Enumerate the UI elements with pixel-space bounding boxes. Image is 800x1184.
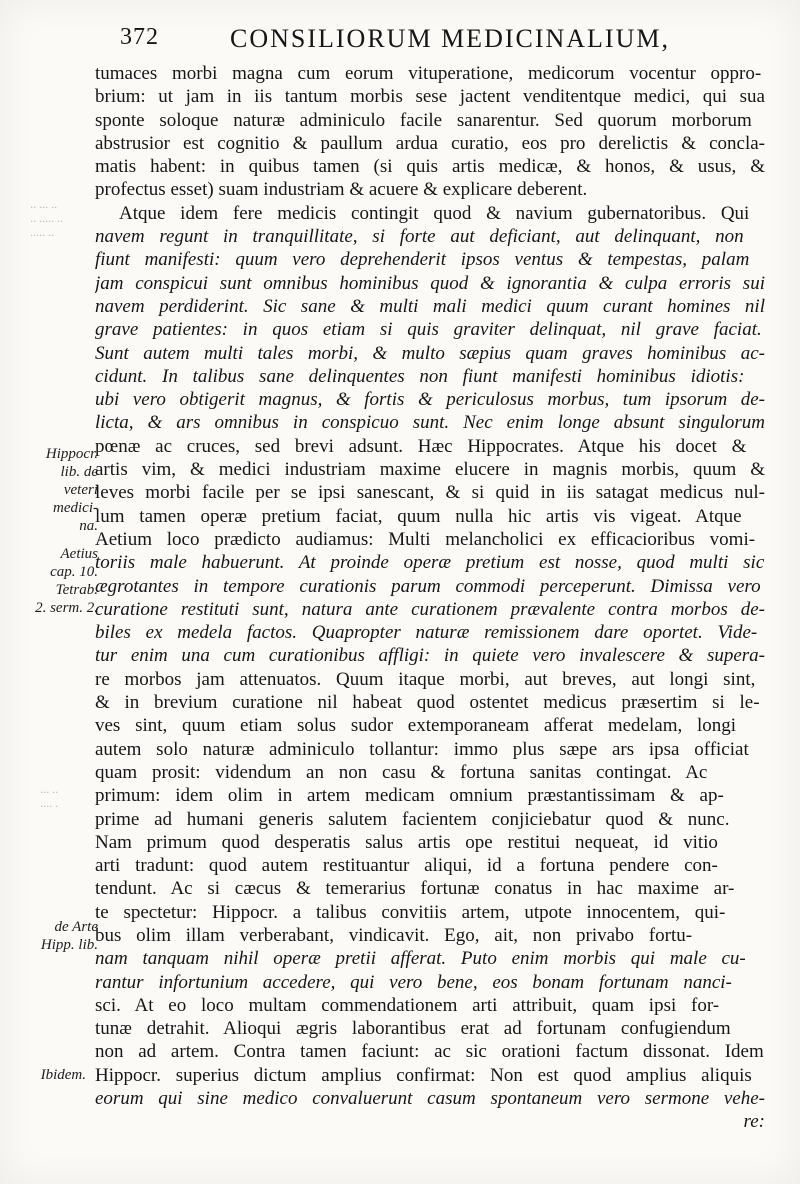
text-line: primum: idem olim in artem medicam omnium præstantissimam & ap-: [95, 785, 724, 807]
margin-note-ibidem: Ibidem.: [40, 1067, 86, 1083]
text-line: artis vim, & medici industriam maxime elucere in magnis morbis, quum &: [95, 459, 765, 481]
show-through-mark: ·· ··· ·· ·· ····· ·· ····· ··: [30, 200, 63, 242]
text-line: grave patientes: in quos etiam si quis graviter delinquat, nil grave faciat.: [95, 319, 762, 341]
text-line: toriis male habuerunt. At proinde operæ pretium est nosse, quod multi sic: [95, 552, 765, 574]
text-line: Hippocr. superius dictum amplius confirmat: Non est quod amplius aliquis: [95, 1064, 752, 1086]
text-line: tumaces morbi magna cum eorum vituperatione, medicorum vocentur oppro-: [95, 63, 762, 84]
text-line: sci. At eo loco multam commendationem arti attribuit, quam ipsi for-: [95, 994, 720, 1016]
text-line: cidunt. In talibus sane delinquentes non fiunt manifesti hominibus idiotis:: [95, 365, 745, 387]
text-line: Sunt autem multi tales morbi, & multo sæpius quam graves hominibus ac-: [95, 342, 765, 364]
text-line: re:: [743, 1111, 765, 1133]
text-line: re morbos jam attenuatos. Quum itaque morbi, aut breves, aut longi sint,: [95, 668, 756, 690]
margin-note-hippocr-de-veteri-medicina: Hippocr. lib. de veteri medici- na.: [45, 446, 98, 534]
text-line: curatione restituti sunt, natura ante curationem prævalente contra morbos de-: [95, 598, 765, 620]
text-line: jam conspicui sunt omnibus hominibus quod & ignorantia & culpa erroris sui: [95, 272, 765, 294]
text-line: autem solo naturæ adminiculo tollantur: immo plus sæpe ars ipsa officiat: [95, 738, 749, 760]
text-line: pœnæ ac cruces, sed brevi adsunt. Hæc Hippocrates. Atque his docet &: [95, 435, 747, 457]
text-line: ubi vero obtigerit magnus, & fortis & periculosus morbus, tum ipsorum de-: [95, 389, 765, 411]
text-line: sponte soloque naturæ adminiculo facile sanarentur. Sed quorum morborum: [95, 109, 752, 131]
page-header: [120, 16, 680, 60]
text-line: lum tamen operæ pretium faciat, quum nulla hic artis vis vigeat. Atque: [95, 505, 742, 527]
text-line: biles ex medela factos. Quapropter naturæ remissionem dare oportet. Vide-: [95, 622, 758, 644]
text-line: Nam primum quod desperatis salus artis ope restitui nequeat, id vitio: [95, 831, 718, 853]
page-number: 372: [120, 24, 159, 50]
text-line: navem perdiderint. Sic sane & multi mali medici quum curant homines nil: [95, 295, 765, 317]
body-text: [95, 62, 765, 1134]
margin-note-de-arte: de Arte Hipp. lib.: [40, 919, 98, 953]
margin-notes: [0, 0, 100, 1184]
text-line: profectus esset) suam industriam & acuere & explicare deberent.: [95, 179, 588, 201]
margin-note-aetius: Aetius cap. 10. Tetrab. 2. serm. 2.: [35, 546, 98, 616]
running-title: CONSILIORUM MEDICINALIUM,: [230, 24, 670, 53]
text-line: navem regunt in tranquillitate, si forte aut deficiant, aut delinquant, non: [95, 226, 744, 248]
text-line: nam tanquam nihil operæ pretii afferat. Puto enim morbis qui male cu-: [95, 948, 746, 970]
text-line: quam prosit: videndum an non casu & fortuna sanitas contingat. Ac: [95, 761, 708, 783]
show-through-mark: ··· ·· ···· ·: [40, 785, 58, 813]
text-line: brium: ut jam in iis tantum morbis sese jactent venditentque medici, qui sua: [95, 86, 765, 108]
text-line: ægrotantes in tempore curationis parum commodi perceperunt. Dimissa vero: [95, 575, 761, 597]
text-line: non ad artem. Contra tamen faciunt: ac sic orationi factum dissonat. Idem: [95, 1041, 764, 1063]
text-line: te spectetur: Hippocr. a talibus convitiis artem, utpote innocentem, qui-: [95, 901, 726, 923]
text-line: tendunt. Ac si cæcus & temerarius fortunæ conatus in hac maxime ar-: [95, 878, 735, 900]
text-line: eorum qui sine medico convaluerunt casum spontaneum vero sermone vehe-: [95, 1088, 765, 1110]
text-line: ves sint, quum etiam solus sudor extemporaneam afferat medelam, longi: [95, 715, 737, 737]
text-line: tunæ detrahit. Alioqui ægris laborantibus erat ad fortunam confugiendum: [95, 1018, 731, 1040]
text-line: prime ad humani generis salutem facientem conjiciebatur quod & nunc.: [95, 808, 730, 830]
text-line: matis habent: in quibus tamen (si quis artis medicæ, & honos, & usus, &: [95, 156, 765, 178]
text-line: Aetium loco prædicto audiamus: Multi melancholici ex efficacioribus vomi-: [95, 528, 756, 550]
text-line: rantur infortunium accedere, qui vero bene, eos bonam fortunam nanci-: [95, 971, 732, 993]
text-line: tur enim una cum curationibus affligi: in quiete vero invalescere & supera-: [95, 645, 765, 667]
text-line: abstrusior est cognitio & paullum ardua curatio, eos pro derelictis & concla-: [95, 132, 765, 154]
text-line: Atque idem fere medicis contingit quod & navium gubernatoribus. Qui: [119, 202, 750, 224]
text-line: licta, & ars omnibus in conspicuo sunt. Nec enim longe absunt singulorum: [95, 412, 765, 434]
text-line: fiunt manifesti: quum vero deprehenderit ipsos ventus & tempestas, palam: [95, 249, 750, 271]
text-line: arti tradunt: quod autem restituantur aliqui, id a fortuna pendere con-: [95, 855, 718, 877]
text-line: & in brevium curatione nil habeat quod ostentet medicus præsertim si le-: [95, 692, 760, 714]
text-line: bus olim illam verberabant, vindicavit. Ego, ait, non privabo fortu-: [95, 924, 693, 946]
text-line: leves morbi facile per se ipsi sanescant, & si quid in iis satagat medicus nul-: [95, 482, 765, 504]
